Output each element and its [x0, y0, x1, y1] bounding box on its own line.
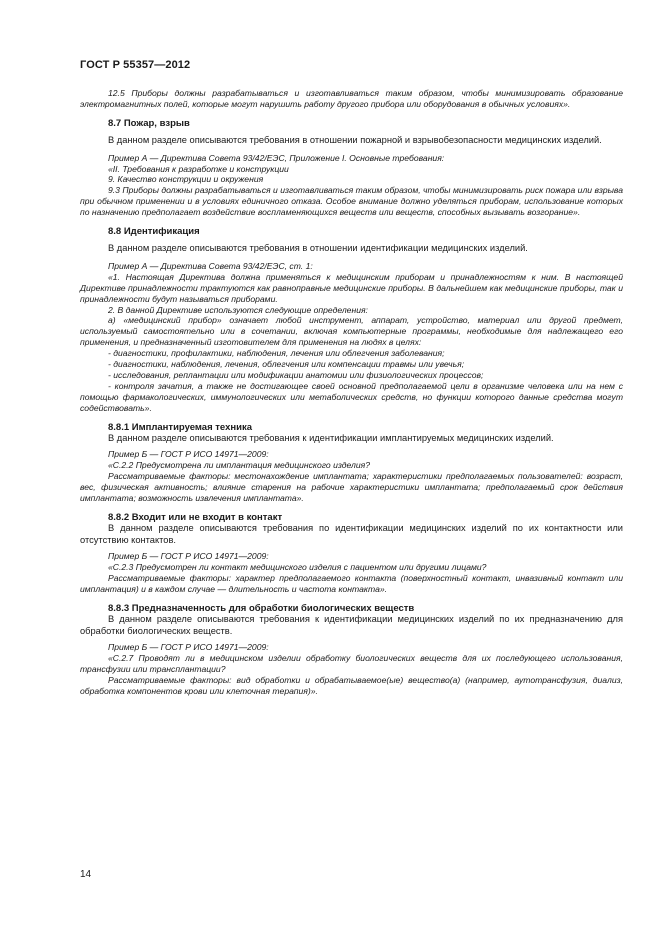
example-title: Пример А — Директива Совета 93/42/ЕЭС, ст. 1:: [108, 260, 313, 271]
section-8-7-example: [80, 153, 623, 218]
example-line: «С.2.3 Предусмотрен ли контакт медицинского изделия с пациентом или другими лицами?: [108, 562, 487, 573]
section-8-8-1-text: В данном разделе описываются требования к идентификации имплантируемых медицинских изделий.: [108, 432, 554, 443]
section-8-8-example: [80, 261, 623, 414]
clause-12-5: [80, 88, 623, 110]
example-line: «С.2.2 Предусмотрена ли имплантация медицинского изделия?: [108, 460, 370, 471]
section-8-8-text: В данном разделе описываются требования в отношении идентификации медицинских изделий.: [108, 243, 528, 254]
clause-12-5-text: 12.5 Приборы должны разрабатываться и изготавливаться таким образом, чтобы минимизировать образование электромагнитных полей, которые могут нарушить работу другого прибора или оборудования в обычных условиях».: [80, 88, 623, 109]
section-8-8-2-heading: 8.8.2 Входит или не входит в контакт: [108, 511, 283, 523]
example-line: - диагностики, профилактики, наблюдения, лечения или облегчения заболевания;: [108, 348, 445, 359]
section-8-8-3-example: [80, 642, 623, 697]
section-8-8-2-example: [80, 551, 623, 595]
example-line: - контроля зачатия, а также не достигающее своей основной предполагаемой цели в организме человека или на нем с помощью фармакологических, иммунологических или метаболических средств, но функции которого данные средства могут содействовать».: [80, 380, 623, 413]
section-8-8-3-heading: 8.8.3 Предназначенность для обработки биологических веществ: [108, 602, 415, 614]
section-8-8-1-example: [80, 449, 623, 504]
section-8-8-2-text: В данном разделе описываются требования по идентификации медицинских изделий по их контактности или отсутствию контактов.: [80, 523, 623, 545]
example-line: а) «медицинский прибор» означает любой инструмент, аппарат, устройство, материал или другой предмет, используемый самостоятельно или в сочетании, включая компьютерные программы, необходимые для надлежащего его применения, и предназначенный изготовителем для применения на людях в целях:: [80, 315, 623, 348]
section-8-8-1-heading: 8.8.1 Имплантируемая техника: [108, 421, 252, 433]
document-body: [80, 88, 623, 697]
section-8-8-heading: 8.8 Идентификация: [108, 226, 200, 238]
example-line: - диагностики, наблюдения, лечения, облегчения или компенсации травмы или увечья;: [108, 359, 465, 370]
section-8-8-3-text: В данном разделе описываются требования к идентификации медицинских изделий по их предназначению для обработки биологических веществ.: [80, 614, 623, 636]
page-number: 14: [80, 869, 92, 880]
example-title: Пример Б — ГОСТ Р ИСО 14971—2009:: [108, 551, 269, 562]
document-header: ГОСТ Р 55357—2012: [80, 59, 191, 71]
example-line: 9. Качество конструкции и окружения: [108, 174, 264, 185]
example-line: Рассматриваемые факторы: вид обработки и обрабатываемое(ые) вещество(а) (например, аутотрансфузия, диализ, обработка компонентов крови или клеточная терапия)».: [80, 674, 623, 696]
example-line: «С.2.7 Проводят ли в медицинском изделии обработку биологических веществ для их последующего использования, трансфузии или трансплантации?: [80, 652, 623, 674]
example-title: Пример Б — ГОСТ Р ИСО 14971—2009:: [108, 641, 269, 652]
example-line: 2. В данной Директиве используются следующие определения:: [108, 304, 368, 315]
section-8-7-heading: 8.7 Пожар, взрыв: [108, 117, 190, 129]
example-line: Рассматриваемые факторы: характер предполагаемого контакта (поверхностный контакт, инвазивный контакт или имплантация) и в каждом случае — длительность и частота контакта».: [80, 572, 623, 594]
example-line: - исследования, реплантации или модификации анатомии или физиологических процессов;: [108, 369, 484, 380]
example-line: 9.3 Приборы должны разрабатываться и изготавливаться таким образом, чтобы минимизировать риск пожара или взрыва при обычном применении и в условиях единичного отказа. Особое внимание должно уделяться приборам, использование которых по назначению предполагает воздействие воспламеняющихся веществ или веществ, способных вызывать возгорание».: [80, 185, 623, 218]
example-line: «II. Требования к разработке и конструкции: [108, 163, 289, 174]
example-title: Пример А — Директива Совета 93/42/ЕЭС, Приложение I. Основные требования:: [108, 152, 445, 163]
example-line: «1. Настоящая Директива должна применяться к медицинским приборам и принадлежностям к ним. В настоящей Директиве принадлежности трактуются как равноправные медицинские приборы. В дальнейшем как медицинские приборы, так и принадлежности будут называться приборами.: [80, 271, 623, 304]
example-title: Пример Б — ГОСТ Р ИСО 14971—2009:: [108, 449, 269, 460]
section-8-7-text: В данном разделе описываются требования в отношении пожарной и взрывобезопасности медицинских изделий.: [108, 135, 602, 146]
example-line: Рассматриваемые факторы: местонахождение имплантата; характеристики предполагаемых пользователей: возраст, вес, физическая активность; влияние старения на рабочие характеристики имплантата; предполагаемый срок действия имплантата; возможность извлечения имплантата».: [80, 471, 623, 503]
